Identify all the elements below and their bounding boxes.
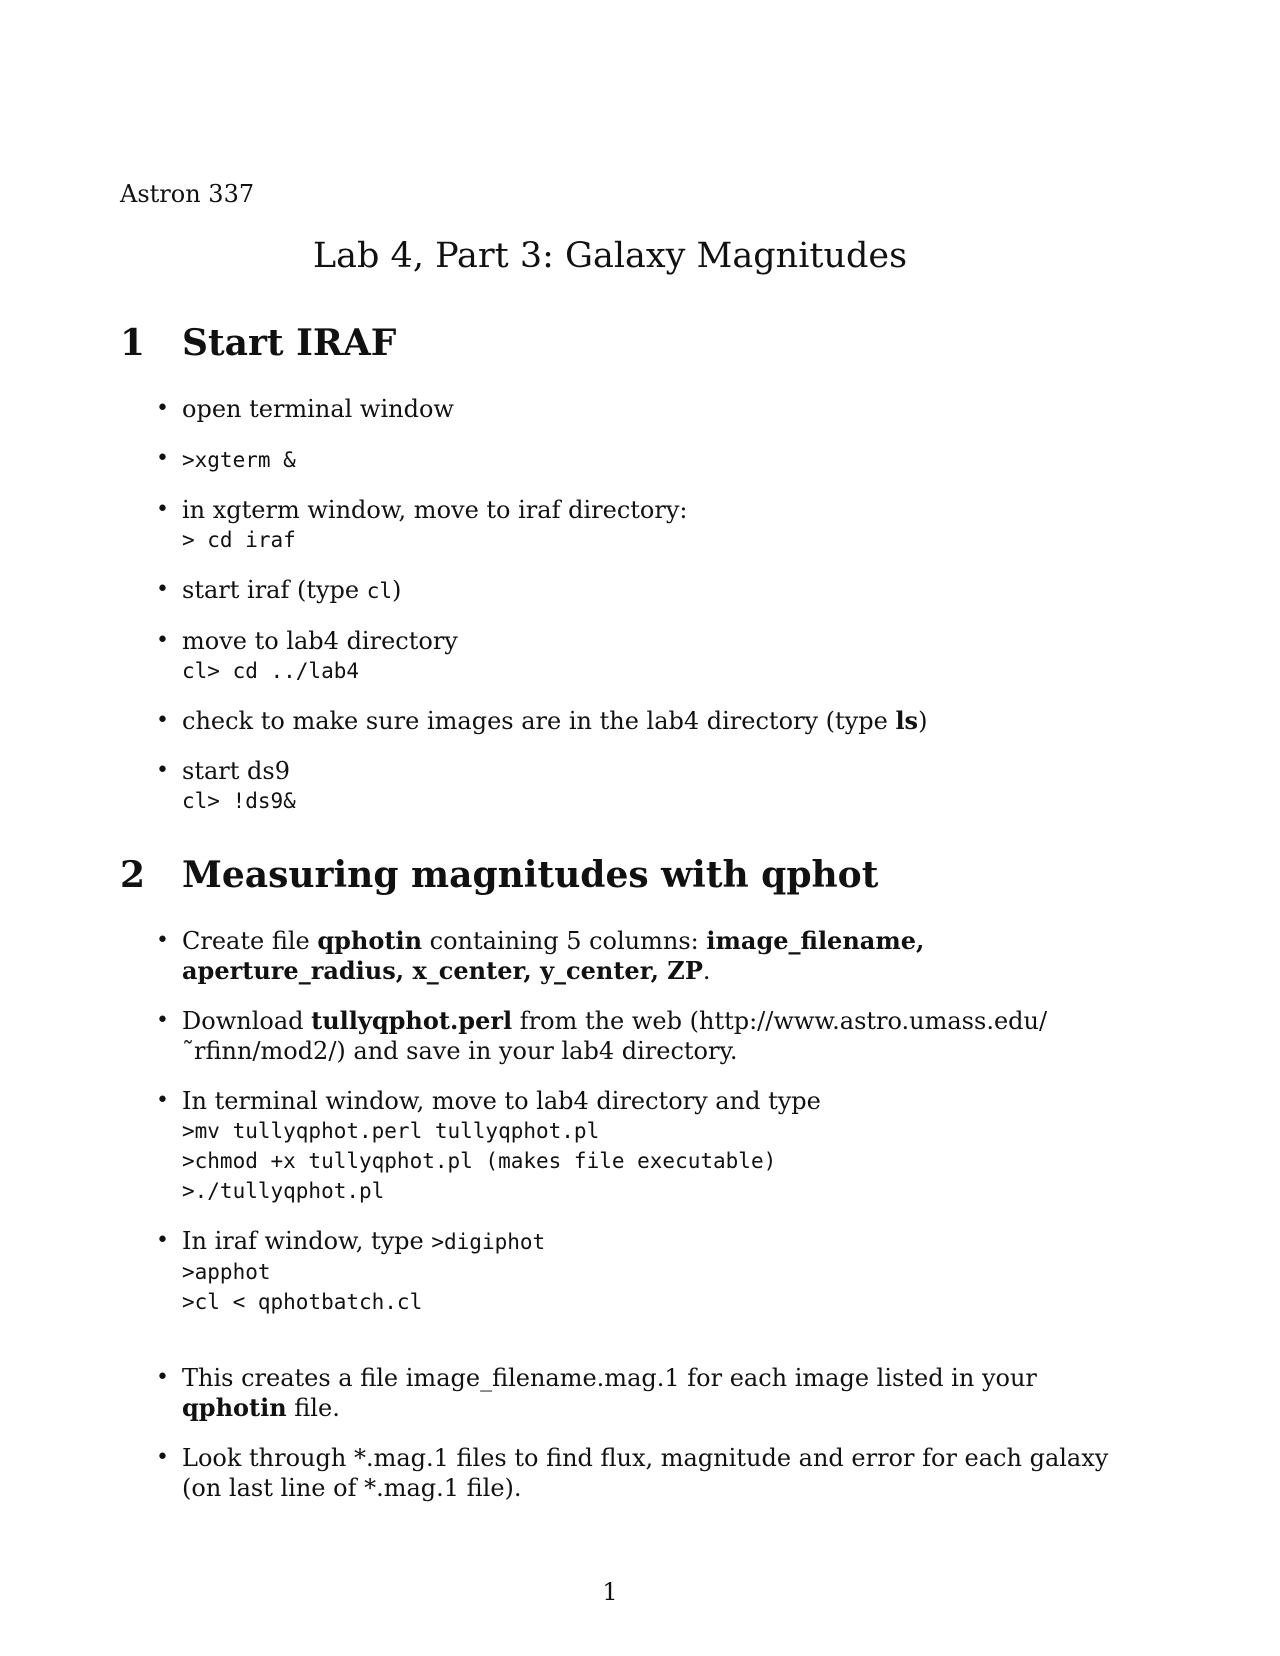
item-text: move to lab4 directory: [182, 627, 458, 655]
item-text: from the web (http://www.astro.umass.edu/˜rfinn/mod2/) and save in your lab4 directory.: [182, 1007, 1048, 1065]
code-text: >mv tullyqphot.perl tullyqphot.pl: [182, 1119, 600, 1143]
list-item: [152, 1226, 1142, 1317]
section-2-heading: [120, 854, 878, 896]
bullet-icon: •: [156, 1228, 169, 1253]
page-number: 1: [602, 1578, 618, 1606]
item-text: ): [918, 707, 928, 735]
bullet-icon: •: [156, 396, 169, 421]
item-text: file.: [286, 1394, 340, 1422]
item-text: start iraf (type: [182, 576, 367, 604]
bullet-icon: •: [156, 1365, 169, 1390]
code-text: cl: [366, 579, 393, 603]
code-text: >cl < qphotbatch.cl: [182, 1290, 423, 1314]
list-item: [152, 1086, 1142, 1206]
list-item: [152, 495, 1142, 555]
section-title: Measuring magnitudes with qphot: [182, 854, 879, 896]
item-text: ): [392, 576, 402, 604]
bold-text: image_filename, aperture_radius, x_center, y_center, ZP: [182, 926, 925, 985]
bold-text: tullyqphot.perl: [311, 1006, 513, 1035]
item-text: Download: [182, 1007, 312, 1035]
code-text: >xgterm &: [182, 448, 296, 472]
bullet-icon: •: [156, 628, 169, 653]
item-text: in xgterm window, move to iraf directory:: [182, 496, 688, 524]
item-text: In terminal window, move to lab4 directory and type: [182, 1087, 821, 1115]
bullet-icon: •: [156, 1008, 169, 1033]
section-title: Start IRAF: [182, 322, 397, 364]
list-item: [152, 756, 1142, 816]
document-title: Lab 4, Part 3: Galaxy Magnitudes: [312, 236, 908, 276]
item-text: Create file: [182, 927, 318, 955]
list-item: [152, 1363, 1142, 1423]
bullet-icon: •: [156, 708, 169, 733]
bullet-icon: •: [156, 497, 169, 522]
item-text: check to make sure images are in the lab4 directory (type: [182, 707, 896, 735]
list-item: [152, 394, 1142, 424]
item-text: open terminal window: [182, 395, 454, 423]
bullet-icon: •: [156, 758, 169, 783]
code-text: > cd iraf: [182, 528, 296, 552]
list-item: [152, 626, 1142, 686]
bullet-icon: •: [156, 1445, 169, 1470]
code-text: >apphot: [182, 1260, 271, 1284]
list-item: [152, 444, 1142, 475]
list-item: [152, 926, 1142, 986]
item-text: This creates a file image_filename.mag.1 for each image listed in your: [182, 1364, 1037, 1392]
bold-text: qphotin: [182, 1393, 287, 1422]
bullet-icon: •: [156, 577, 169, 602]
bold-text: qphotin: [317, 926, 423, 955]
code-text: cl> cd ../lab4: [182, 659, 360, 683]
course-label: Astron 337: [120, 180, 255, 208]
bullet-icon: •: [156, 1088, 169, 1113]
item-text: start ds9: [182, 757, 290, 785]
item-text: In iraf window, type: [182, 1227, 432, 1255]
code-text: cl> !ds9&: [182, 789, 296, 813]
bullet-icon: •: [156, 446, 169, 471]
list-item: [152, 1006, 1142, 1066]
section-1-list: [152, 394, 1142, 836]
list-item: [152, 706, 1142, 736]
bullet-icon: •: [156, 928, 169, 953]
item-text: Look through *.mag.1 files to find flux, magnitude and error for each galaxy (on last line of *.mag.1 file).: [182, 1444, 1109, 1502]
code-text: >digiphot: [431, 1230, 546, 1254]
section-2-list: [152, 926, 1142, 1523]
code-text: >./tullyqphot.pl: [182, 1179, 385, 1203]
bold-text: ls: [895, 706, 919, 735]
list-item: [152, 1443, 1142, 1503]
list-item: [152, 575, 1142, 606]
code-text: >chmod +x tullyqphot.pl (makes file executable): [182, 1149, 777, 1173]
section-number: 1: [120, 322, 146, 364]
item-text: containing 5 columns:: [422, 927, 707, 955]
item-text: .: [702, 957, 711, 985]
section-number: 2: [120, 854, 146, 896]
section-1-heading: [120, 322, 396, 364]
